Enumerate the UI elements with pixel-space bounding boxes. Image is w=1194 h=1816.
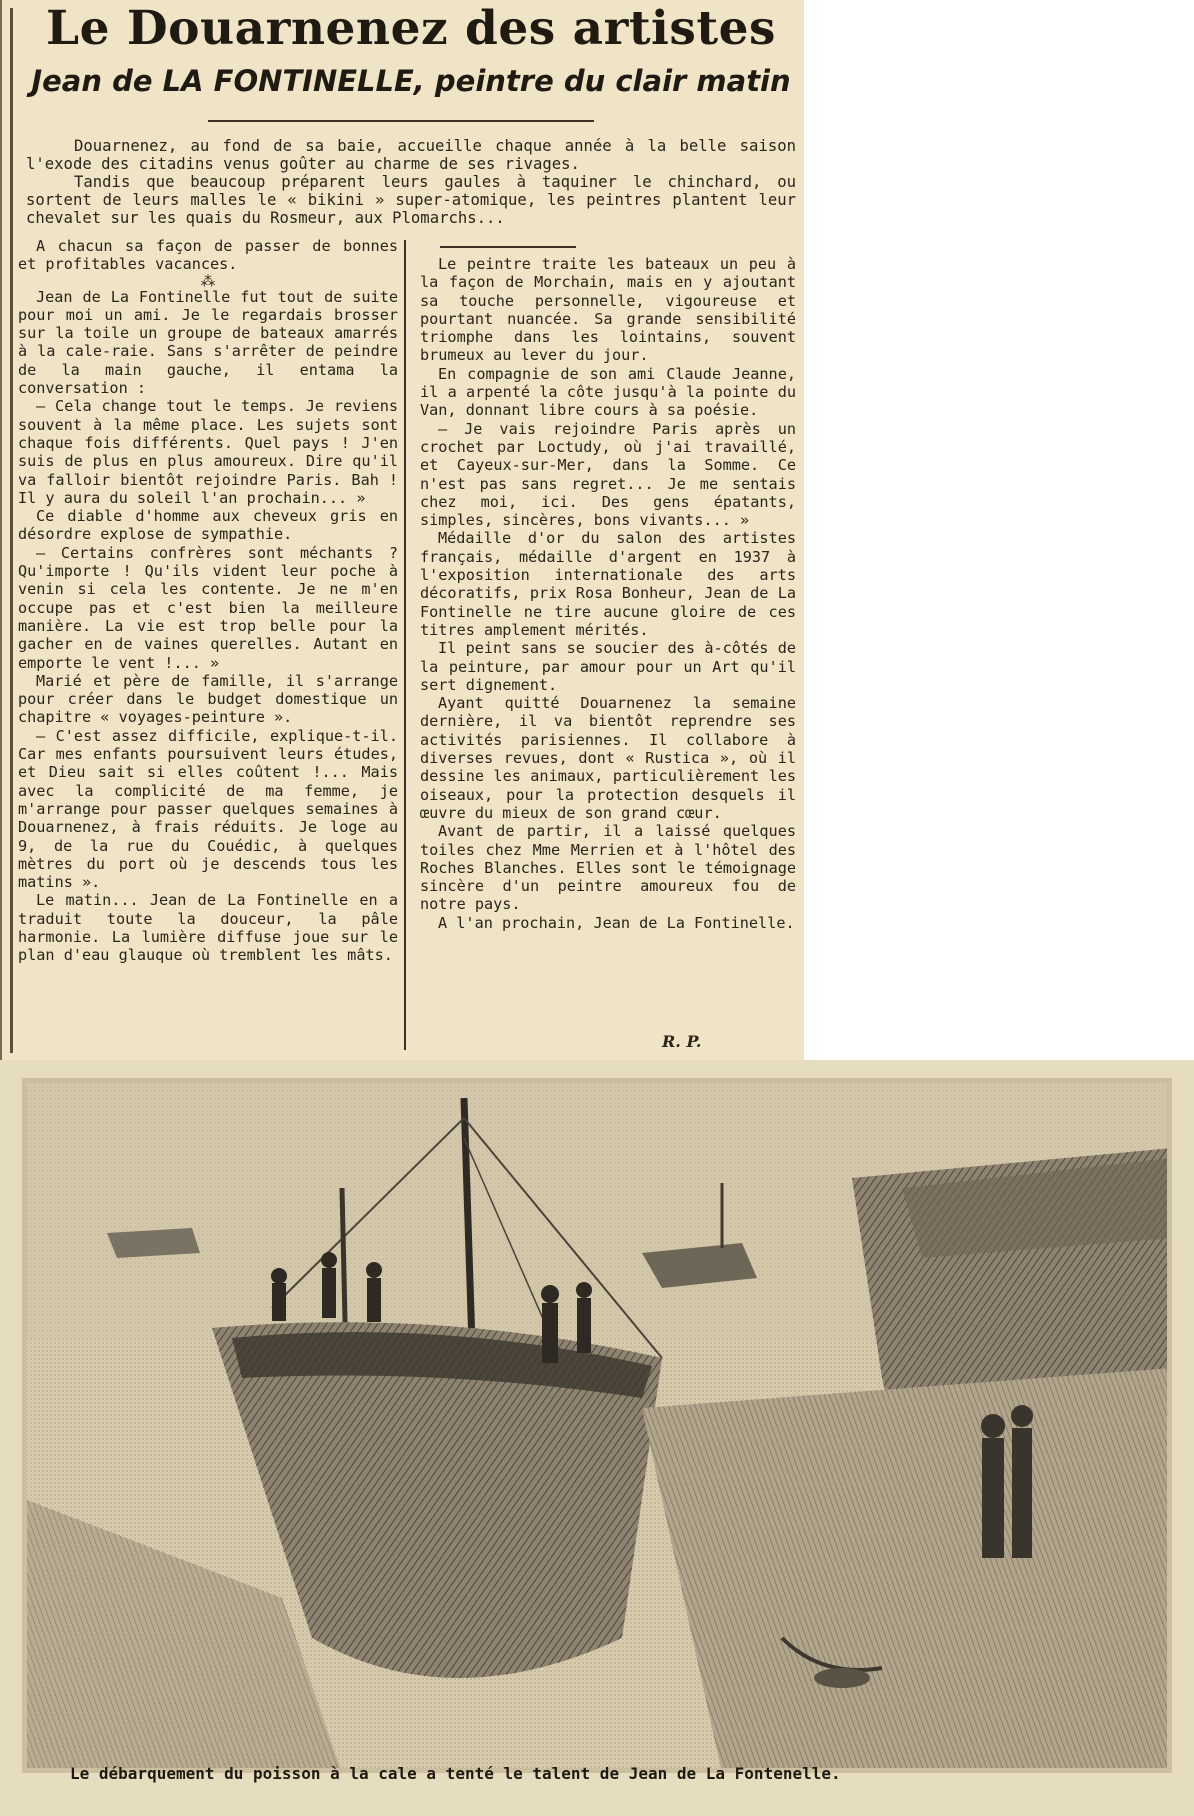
body-paragraph: — C'est assez difficile, explique-t-il. Car mes enfants poursuivent leurs études, et Dieu sait si elles coûtent !... Mais avec la complicité de ma femme, je m'arrange pour passer quelques semaines à Douarnenez, à frais réduits. Je loge au 9, de la rue du Couédic, à quelques mètres du port où je descends tous les matins ». [18, 726, 398, 892]
body-paragraph: — Je vais rejoindre Paris après un crochet par Loctudy, où j'ai travaillé, et Cayeux-sur-Mer, dans la Somme. Ce n'est pas sans regret... Je me sentais chez moi, ici. Des gens épatants, simples, sincères, bons vivants... » [420, 419, 796, 530]
body-paragraph: Ce diable d'homme aux cheveux gris en désordre explose de sympathie. [18, 507, 398, 544]
article-left-column [18, 237, 398, 965]
body-paragraph: Jean de La Fontinelle fut tout de suite pour moi un ami. Je le regardais brosser sur la toile un groupe de bateaux amarrés à la cale-raie. Sans s'arrêter de peindre de la main gauche, il entama la conversation : [18, 287, 398, 398]
article-right-column [420, 255, 796, 932]
harbor-painting-image [22, 1078, 1172, 1773]
body-paragraph: Le peintre traite les bateaux un peu à la façon de Morchain, mais en y ajoutant sa touche personnelle, vigoureuse et pourtant nuancée. Sa grande sensibilité triomphe dans les lointains, souvent brumeux au lever du jour. [420, 255, 796, 365]
headline-rule [208, 120, 594, 122]
body-paragraph: En compagnie de son ami Claude Jeanne, il a arpenté la côte jusqu'à la pointe du Van, donnant libre cours à sa poésie. [420, 364, 796, 420]
lede-paragraph: Douarnenez, au fond de sa baie, accueille chaque année à la belle saison l'exode des citadins venus goûter au charme de ses rivages. [26, 137, 796, 173]
body-paragraph: A chacun sa façon de passer de bonnes et profitables vacances. [18, 237, 398, 274]
clipping-border-line [10, 8, 13, 1053]
body-paragraph: Marié et père de famille, il s'arrange pour créer dans le budget domestique un chapitre « voyages-peinture ». [18, 671, 398, 727]
author-signature: R. P. [662, 1032, 702, 1051]
asterism-divider: ⁂ [200, 271, 216, 290]
lede-paragraph: Tandis que beaucoup préparent leurs gaules à taquiner le chinchard, ou sortent de leurs malles le « bikini » super-atomique, les peintres plantent leur chevalet sur les quais du Rosmeur, aux Plomarchs... [26, 173, 796, 227]
article-lede [26, 137, 796, 227]
body-paragraph: — Cela change tout le temps. Je reviens souvent à la même place. Les sujets sont chaque fois différents. Quel pays ! J'en suis de plus en plus amoureux. Dire qu'il va falloir bientôt rejoindre Paris. Bah ! Il y aura du soleil l'an prochain... » [18, 397, 398, 507]
newspaper-clipping [0, 0, 804, 1060]
column-rule [440, 246, 576, 248]
body-paragraph: Avant de partir, il a laissé quelques toiles chez Mme Merrien et à l'hôtel des Roches Blanches. Elles sont le témoignage sincère d'un peintre amoureux fou de notre pays. [420, 822, 796, 914]
body-paragraph: — Certains confrères sont méchants ? Qu'importe ! Qu'ils vident leur poche à venin si cela les contente. Je ne m'en occupe pas et c'est bien la meilleure manière. La vie est trop belle pour la gacher en de vaines querelles. Autant en emporte le vent !... » [18, 543, 398, 672]
article-subhead: Jean de LA FONTINELLE, peintre du clair matin [31, 64, 791, 98]
photo-section [0, 1060, 1194, 1816]
body-paragraph: Le matin... Jean de La Fontinelle en a traduit toute la douceur, la pâle harmonie. La lumière diffuse joue sur le plan d'eau glauque où tremblent les mâts. [18, 891, 398, 965]
body-paragraph: Il peint sans se soucier des à-côtés de la peinture, par amour pour un Art qu'il sert dignement. [420, 639, 796, 694]
body-paragraph: Ayant quitté Douarnenez la semaine dernière, il va bientôt reprendre ses activités parisiennes. Il collabore à diverses revues, dont « Rustica », où il dessine les animaux, particulièrement les oiseaux, pour la protection desquels il œuvre du mieux de son grand cœur. [420, 694, 796, 822]
column-divider [404, 240, 406, 1050]
photo-caption: Le débarquement du poisson à la cale a tenté le talent de Jean de La Fontenelle. [70, 1764, 841, 1783]
body-paragraph: Médaille d'or du salon des artistes français, médaille d'argent en 1937 à l'exposition internationale des arts décoratifs, prix Rosa Bonheur, Jean de La Fontinelle ne tire aucune gloire de ces titres amplement mérités. [420, 529, 796, 639]
article-headline: Le Douarnenez des artistes [46, 1, 776, 56]
body-paragraph: A l'an prochain, Jean de La Fontinelle. [438, 913, 795, 932]
